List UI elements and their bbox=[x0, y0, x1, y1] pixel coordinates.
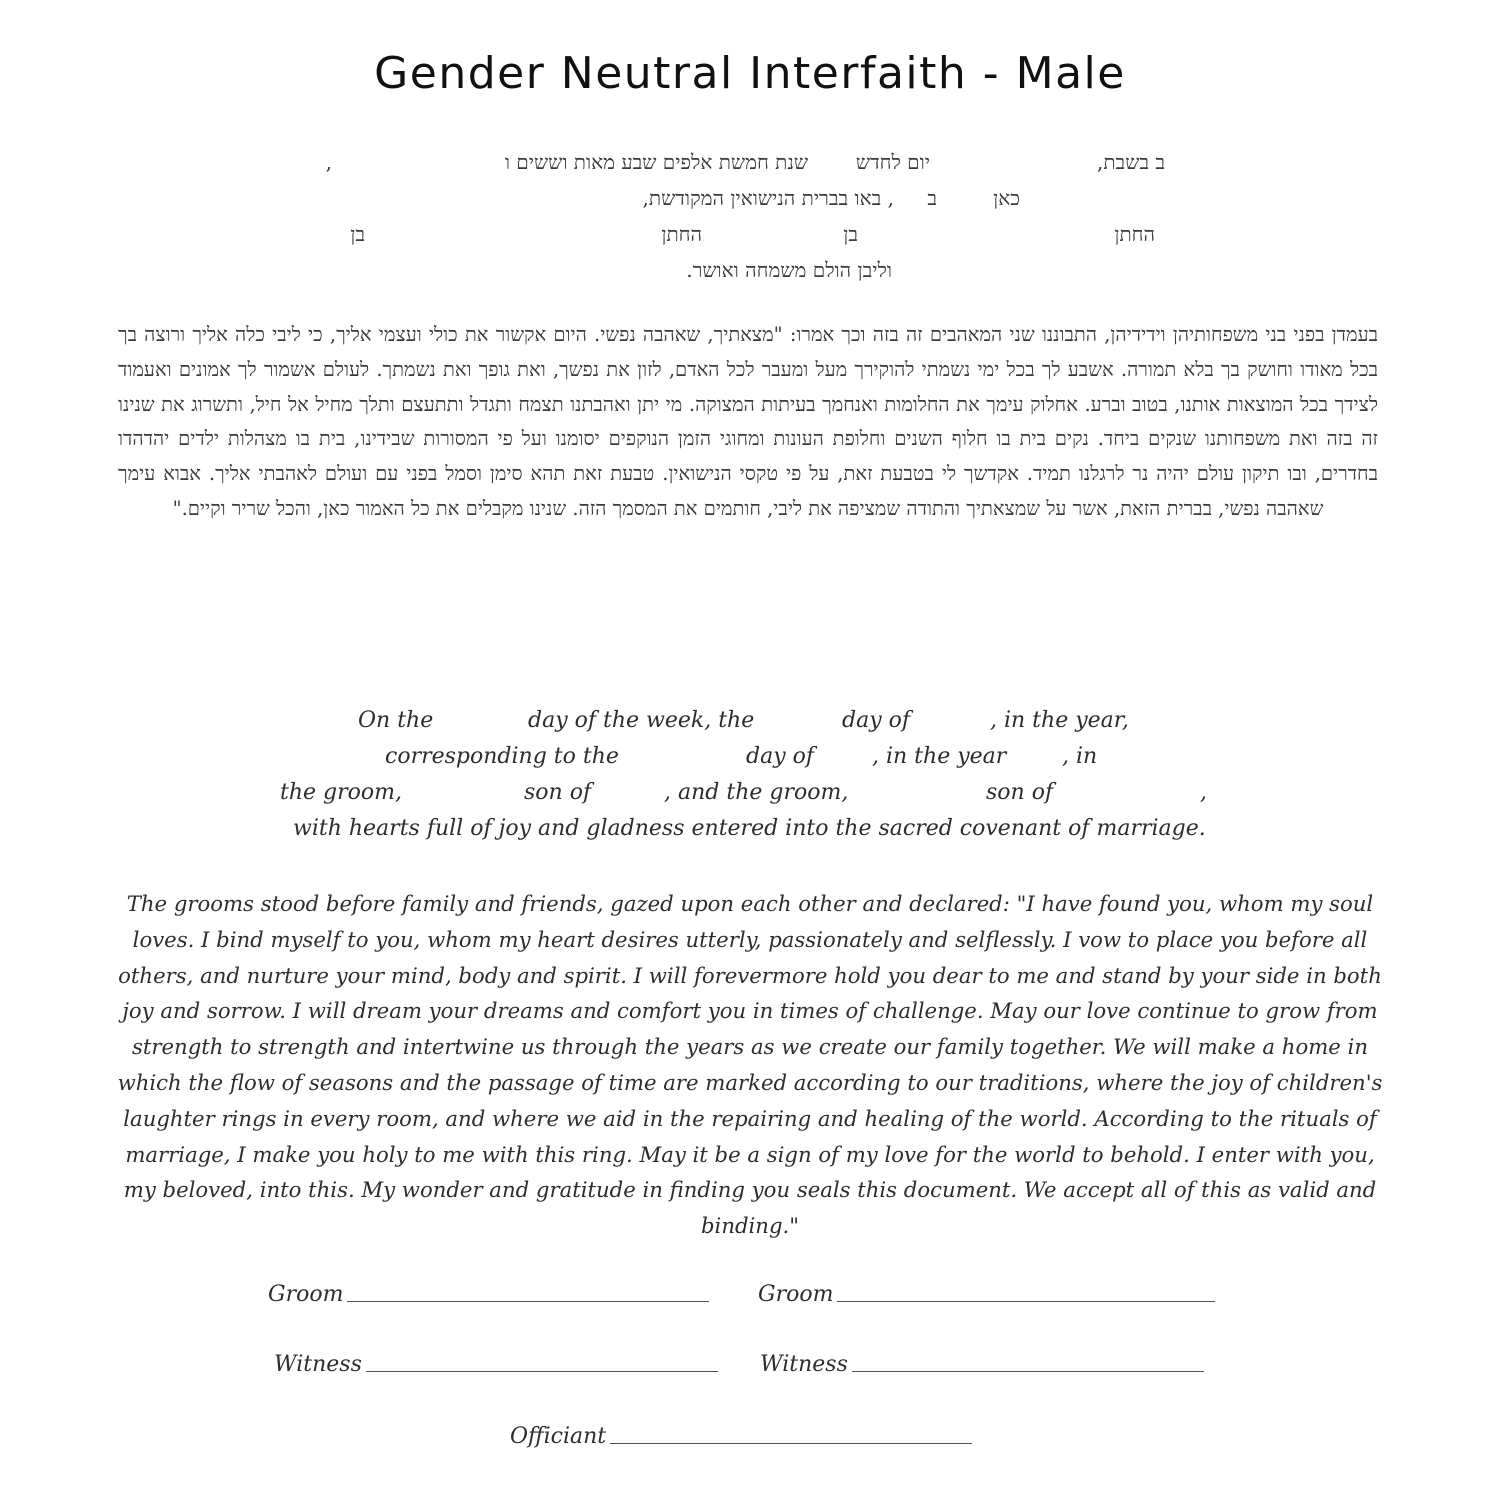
hebrew-opening-text: כאן bbox=[993, 186, 1020, 210]
hebrew-opening-text: בן bbox=[350, 222, 365, 246]
page-title: Gender Neutral Interfaith - Male bbox=[374, 48, 1126, 99]
english-opening-text: son of bbox=[986, 780, 1054, 805]
hebrew-vows: בעמדן בפני בני משפחותיהן וידידיהן, התבוננו שני המאהבים זה בזה וכך אמרו: "מצאתיך, שאהבה נפשי. היום אקשור את כולי ועצמי אליך, כי ליבי כלה אליך ורוצה בך בכל מאודו וחושק בך בלא תמורה. אשבע לך בכל ימי נשמתי להוקירך מעל ומעבר לכל האדם, לזון את נפשך, ואת גופך ואת נשמתך. לעולם אשמור לך אמונים ואעמוד לצידך בכל המוצאות אותנו, בטוב וברע. אחלוק עימך את החלומות ואנחמך בעיתות המצוקה. מי יתן ואהבתנו תצמח ותגדל ותתעצם ותלך מחיל אל חיל, ותשרוג את שנינו זה בזה ואת משפחותנו שנקים ביחד. נקים בית בו חלוף השנים וחלופת העונות ומחוגי הזמן הנוקפים יסומנו ועל פי המסורות שבידינו, בית בו מצהלות ילדים יהדהדו בחדרים, ובו תיקון עולם יהיה נר לרגלנו תמיד. אקדשך לי בטבעת זאת, על פי טקסי הנישואין. טבעת זאת תהא סימן וסמל בפני עם ועולם לאהבתי אליך. אבוא עימך שאהבה נפשי, בברית הזאת, אשר על שמצאתיך והתודה שמציפה את ליבי, חותמים את המסמך הזה. שנינו מקבלים את כל האמור כאן, והכל שריר וקיים." bbox=[118, 323, 1378, 520]
english-opening-text: the groom, bbox=[280, 780, 402, 805]
hebrew-opening-text: ב בשבת, bbox=[1097, 150, 1165, 174]
signature-label: Groom bbox=[268, 1282, 344, 1307]
groom-signature-line-1[interactable] bbox=[268, 1282, 709, 1307]
officiant-signature-line[interactable] bbox=[510, 1424, 972, 1449]
hebrew-opening-text: בן bbox=[843, 222, 858, 246]
signature-label: Groom bbox=[758, 1282, 834, 1307]
hebrew-opening-text: , bbox=[325, 150, 332, 174]
signature-rule bbox=[837, 1300, 1215, 1302]
english-opening-text: son of bbox=[524, 780, 592, 805]
english-opening-text: , in the year, bbox=[990, 708, 1129, 733]
signature-rule bbox=[347, 1300, 709, 1302]
english-opening-text: , in bbox=[1062, 744, 1098, 769]
english-opening-text: corresponding to the bbox=[385, 744, 619, 769]
hebrew-opening-text: החתן bbox=[1114, 222, 1155, 246]
english-opening-text: day of the week, the bbox=[528, 708, 755, 733]
signature-label: Witness bbox=[760, 1352, 848, 1377]
english-opening-text: On the bbox=[358, 708, 434, 733]
english-vows: The grooms stood before family and friends, gazed upon each other and declared: "I have found you, whom my soul loves. I bind myself to you, whom my heart desires utterly, passionately and selflessly. I vow to place you before all others, and nurture your mind, body and spirit. I will forevermore hold you dear to me and stand by your side in both joy and sorrow. I will dream your dreams and comfort you in times of challenge. May our love continue to grow from strength to strength and intertwine us through the years as we create our family together. We will make a home in which the flow of seasons and the passage of time are marked according to our traditions, where the joy of children's laughter rings in every room, and where we aid in the repairing and healing of the world. According to the rituals of marriage, I make you holy to me with this ring. May it be a sign of my love for the world to behold. I enter with you, my beloved, into this. My wonder and gratitude in finding you seals this document. We accept all of this as valid and binding." bbox=[117, 891, 1383, 1239]
hebrew-opening-text: יום לחדש bbox=[855, 150, 930, 174]
english-opening-text: , in the year bbox=[872, 744, 1007, 769]
groom-signature-line-2[interactable] bbox=[758, 1282, 1215, 1307]
hebrew-opening-text: החתן bbox=[661, 222, 702, 246]
hebrew-opening-text: ב bbox=[927, 186, 937, 210]
witness-signature-line-2[interactable] bbox=[760, 1352, 1204, 1377]
signature-label: Witness bbox=[274, 1352, 362, 1377]
english-opening-text: with hearts full of joy and gladness entered into the sacred covenant of marriage. bbox=[293, 816, 1206, 841]
english-opening-text: day of bbox=[842, 708, 911, 733]
hebrew-opening-text: שנת חמשת אלפים שבע מאות וששים ו bbox=[504, 150, 808, 174]
signature-label: Officiant bbox=[510, 1424, 607, 1449]
signature-rule bbox=[366, 1370, 718, 1372]
english-opening-text: , and the groom, bbox=[664, 780, 849, 805]
hebrew-opening-text: וליבן הולם משמחה ואושר. bbox=[686, 258, 892, 282]
witness-signature-line-1[interactable] bbox=[274, 1352, 718, 1377]
english-opening-text: day of bbox=[746, 744, 815, 769]
signature-rule bbox=[852, 1370, 1204, 1372]
hebrew-opening-text: , באו בברית הנישואין המקודשת, bbox=[642, 186, 894, 210]
english-opening-text: , bbox=[1200, 780, 1207, 805]
signature-rule bbox=[610, 1442, 972, 1444]
